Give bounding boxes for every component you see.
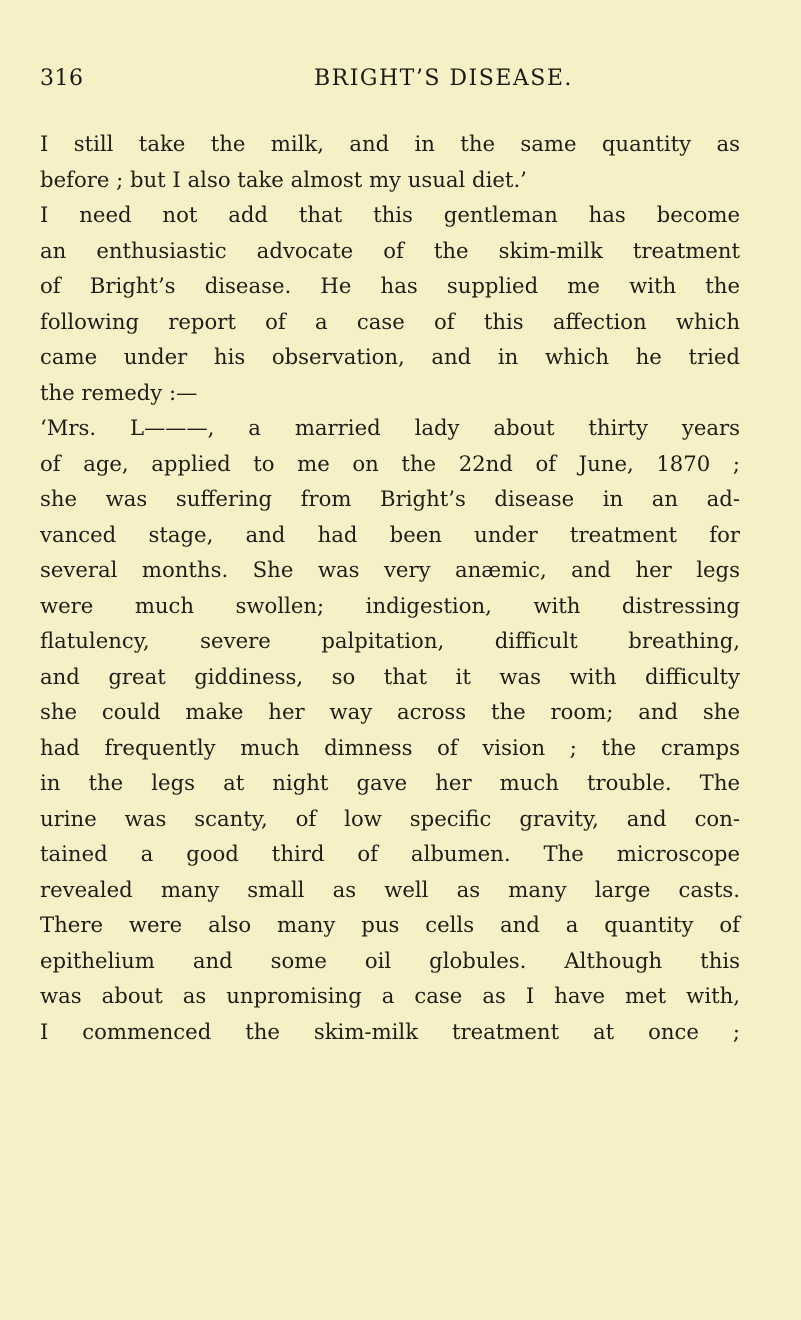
text-line: had frequently much dimness of vision ; the cramps [40,734,740,760]
text-line: I still take the milk, and in the same quantity as [40,131,740,156]
text-line: before ; but I also take almost my usual diet.’ [40,166,527,192]
text-line: she was suffering from Bright’s disease in an ad- [40,486,740,511]
text-line: flatulency, severe palpitation, difficult breathing, [40,628,740,653]
text-line: ‘Mrs. L———, a married lady about thirty years [40,415,740,440]
text-line: following report of a case of this affection which [40,308,740,334]
text-line: came under his observation, and in which he tried [40,344,740,369]
running-head: BRIGHT’S DISEASE. [314,66,573,91]
text-line: several months. She was very anæmic, and her legs [40,557,740,582]
text-line: the remedy :— [40,379,198,405]
text-line: vanced stage, and had been under treatment for [40,521,740,547]
text-line: in the legs at night gave her much trouble. The [40,770,740,795]
text-line: was about as unpromising a case as I have met with, [40,983,740,1008]
text-line: she could make her way across the room; and she [40,699,740,724]
text-line: epithelium and some oil globules. Although this [40,947,740,973]
text-line: of age, applied to me on the 22nd of June, 1870 ; [40,450,740,476]
page-header [0,66,801,96]
text-line: I commenced the skim-milk treatment at once ; [40,1018,740,1044]
text-line: of Bright’s disease. He has supplied me with the [40,273,740,298]
body-text [40,126,740,1049]
text-line: and great giddiness, so that it was with difficulty [40,663,740,689]
text-line: There were also many pus cells and a quantity of [40,912,740,937]
text-line: tained a good third of albumen. The microscope [40,841,740,866]
text-line: revealed many small as well as many large casts. [40,876,740,902]
text-line: I need not add that this gentleman has become [40,202,740,227]
text-line: were much swollen; indigestion, with distressing [40,592,740,618]
text-line: an enthusiastic advocate of the skim-milk treatment [40,237,740,263]
text-line: urine was scanty, of low specific gravity, and con- [40,805,740,831]
page-number: 316 [40,66,84,91]
